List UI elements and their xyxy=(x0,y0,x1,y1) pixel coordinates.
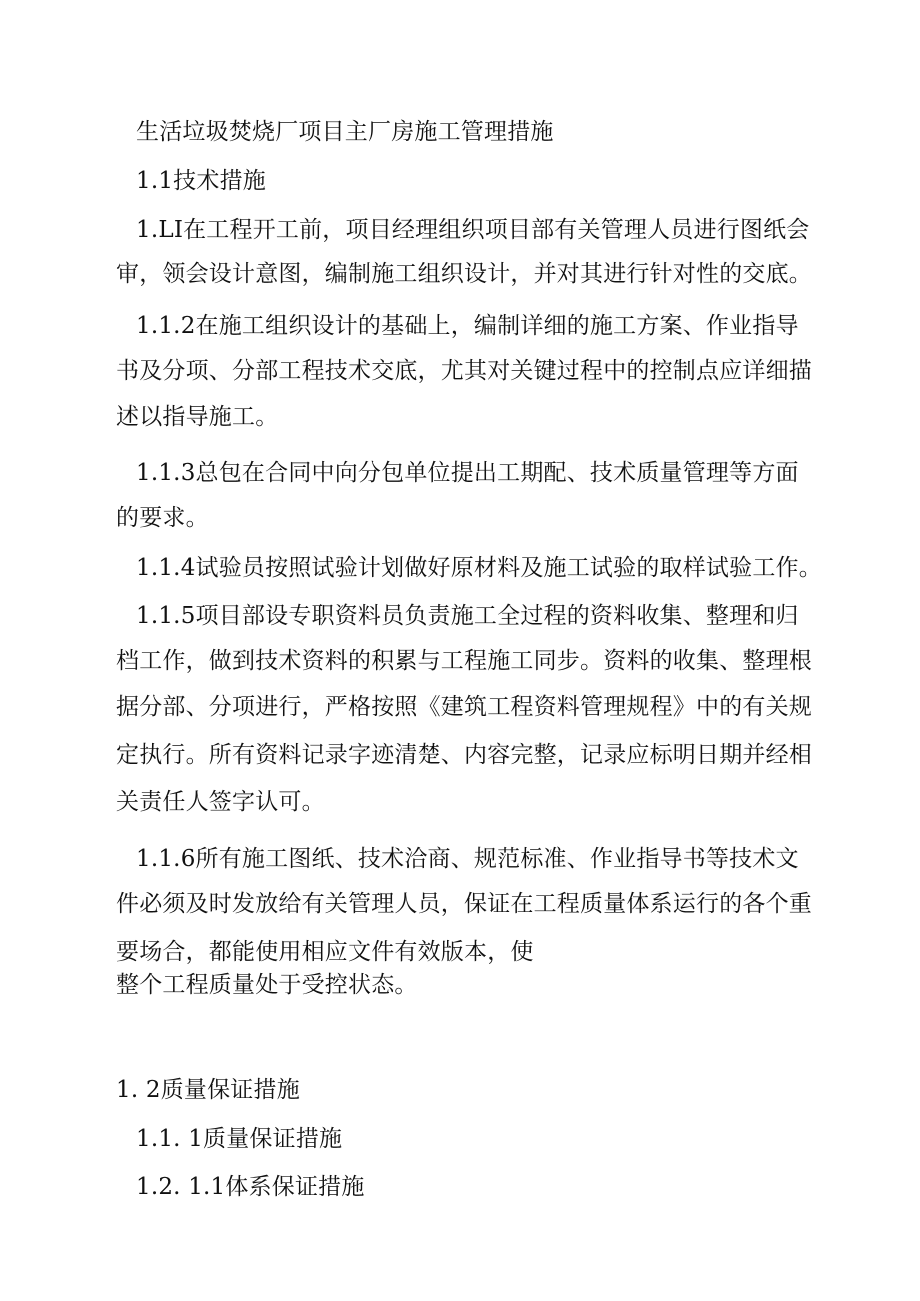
paragraph-line: 1.LI在工程开工前，项目经理组织项目部有关管理人员进行图纸会 xyxy=(136,217,810,243)
document-title: 生活垃圾焚烧厂项目主厂房施工管理措施 xyxy=(136,119,554,145)
paragraph-line: 1.1.6所有施工图纸、技术洽商、规范标准、作业指导书等技术文 xyxy=(136,846,799,872)
paragraph-line: 1.1.3总包在合同中向分包单位提出工期配、技术质量管理等方面 xyxy=(136,460,799,486)
paragraph-line: 整个工程质量处于受控状态。 xyxy=(116,972,418,998)
section-heading: 1. 2质量保证措施 xyxy=(116,1077,300,1103)
paragraph-line: 1.1.2在施工组织设计的基础上，编制详细的施工方案、作业指导 xyxy=(136,313,799,339)
paragraph-line: 1.1.4试验员按照试验计划做好原材料及施工试验的取样试验工作。 xyxy=(136,555,822,581)
paragraph-line: 1.1.5项目部设专职资料员负责施工全过程的资料收集、整理和归 xyxy=(136,603,799,629)
paragraph-line: 述以指导施工。 xyxy=(116,404,279,430)
paragraph-line: 的要求。 xyxy=(116,505,209,531)
paragraph-line: 定执行。所有资料记录字迹清楚、内容完整，记录应标明日期并经相 xyxy=(116,742,812,768)
paragraph-line: 书及分项、分部工程技术交底，尤其对关键过程中的控制点应详细描 xyxy=(116,358,812,384)
paragraph-line: 关责任人签字认可。 xyxy=(116,789,325,815)
paragraph-line: 据分部、分项进行，严格按照《建筑工程资料管理规程》中的有关规 xyxy=(116,694,812,720)
paragraph-line: 档工作，做到技术资料的积累与工程施工同步。资料的收集、整理根 xyxy=(116,648,812,674)
subsection-heading: 1.1. 1质量保证措施 xyxy=(136,1126,343,1152)
paragraph-line: 审，领会设计意图，编制施工组织设计，并对其进行针对性的交底。 xyxy=(116,261,812,287)
section-heading: 1.1技术措施 xyxy=(136,168,266,194)
paragraph-line: 要场合，都能使用相应文件有效版本，使 xyxy=(116,939,534,965)
paragraph-line: 件必须及时发放给有关管理人员，保证在工程质量体系运行的各个重 xyxy=(116,891,812,917)
subsection-heading: 1.2. 1.1体系保证措施 xyxy=(136,1174,365,1200)
